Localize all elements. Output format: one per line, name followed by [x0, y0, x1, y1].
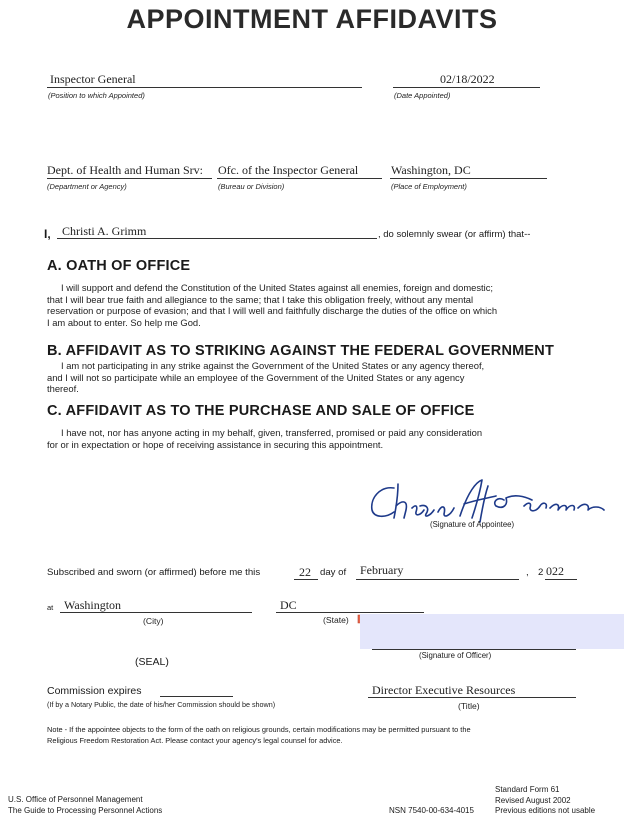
section-b-line: thereof. [47, 383, 79, 395]
department-line [47, 178, 212, 179]
seal-label: (SEAL) [135, 656, 169, 668]
sworn-month-value[interactable]: February [360, 563, 404, 577]
sworn-comma: , [526, 567, 529, 578]
sworn-day-line [294, 579, 318, 580]
section-b-heading: B. AFFIDAVIT AS TO STRIKING AGAINST THE FEDERAL GOVERNMENT [47, 343, 555, 359]
bureau-caption: (Bureau or Division) [218, 182, 285, 191]
state-value[interactable]: DC [280, 598, 297, 612]
place-line [390, 178, 547, 179]
city-line [60, 612, 252, 613]
sworn-day-value[interactable]: 22 [299, 565, 311, 579]
sworn-month-line [356, 579, 519, 580]
section-a-text [47, 282, 592, 328]
commission-line[interactable] [160, 696, 233, 697]
footer-form: Standard Form 61 [495, 785, 560, 794]
sworn-prefix: Subscribed and sworn (or affirmed) before me this [47, 567, 261, 578]
date-appointed-caption: (Date Appointed) [394, 91, 451, 100]
footer-previous: Previous editions not usable [495, 806, 596, 815]
state-caption: (State) [323, 615, 349, 625]
sworn-year-value[interactable]: 022 [546, 564, 564, 578]
city-value[interactable]: Washington [64, 598, 122, 612]
footer-guide: The Guide to Processing Personnel Actions [8, 805, 163, 815]
bureau-line [217, 178, 382, 179]
section-c-line: for or in expectation or hope of receiving assistance in securing this appointment. [47, 438, 384, 450]
officer-signature-caption: (Signature of Officer) [419, 651, 492, 660]
date-appointed-value[interactable]: 02/18/2022 [440, 72, 495, 86]
section-b-line: and I will not so participate while an employee of the Government of the United States or any agency [47, 371, 465, 383]
section-b-text [47, 360, 592, 395]
redacted-area [360, 614, 624, 649]
footer-revised: Revised August 2002 [495, 795, 571, 805]
appointee-name[interactable]: Christi A. Grimm [62, 224, 147, 238]
position-value[interactable]: Inspector General [50, 72, 136, 86]
section-a-line: I am about to enter. So help me God. [47, 316, 201, 328]
city-caption: (City) [143, 616, 164, 626]
section-c-line: I have not, nor has anyone acting in my behalf, given, transferred, promised or paid any consideration [61, 427, 483, 438]
section-c-text [47, 427, 592, 450]
section-c-heading: C. AFFIDAVIT AS TO THE PURCHASE AND SALE OF OFFICE [47, 403, 475, 419]
section-a-line: I will support and defend the Constitution of the United States against all enemies, foreign and domestic; [61, 282, 494, 293]
officer-title-line [368, 697, 576, 698]
religious-note-line: Note - If the appointee objects to the form of the oath on religious grounds, certain modifications may be permitted pursuant to the [47, 725, 471, 734]
state-line [276, 612, 424, 613]
sworn-day-label: day of [320, 567, 347, 578]
appointee-signature-caption: (Signature of Appointee) [430, 520, 515, 529]
position-line [47, 87, 362, 88]
swear-prefix: I, [44, 227, 51, 241]
footer-opm: U.S. Office of Personnel Management [8, 795, 143, 804]
religious-note-line: Religious Freedom Restoration Act. Please contact your agency's legal counsel for advice. [47, 736, 343, 745]
section-b-line: I am not participating in any strike against the Government of the United States or any agency thereof, [61, 360, 485, 371]
place-value[interactable]: Washington, DC [391, 163, 471, 177]
date-appointed-line [393, 87, 540, 88]
officer-title-value[interactable]: Director Executive Resources [372, 683, 516, 697]
commission-note: (If by a Notary Public, the date of his/her Commission should be shown) [47, 700, 276, 709]
at-label: at [47, 603, 54, 612]
sworn-year-prefix: 2 [538, 567, 544, 578]
appointee-name-line [57, 238, 377, 239]
section-a-line: reservation or purpose of evasion; and that I will well and faithfully discharge the duties of the office on which [47, 305, 498, 317]
section-a-heading: A. OATH OF OFFICE [47, 258, 191, 274]
sworn-year-line [545, 579, 577, 580]
religious-note [47, 724, 471, 746]
department-value[interactable]: Dept. of Health and Human Srv: [47, 163, 203, 177]
commission-label: Commission expires [47, 685, 142, 697]
form-title: APPOINTMENT AFFIDAVITS [126, 4, 498, 34]
position-caption: (Position to which Appointed) [48, 91, 145, 100]
swear-suffix: , do solemnly swear (or affirm) that-- [378, 229, 531, 240]
bureau-value[interactable]: Ofc. of the Inspector General [218, 163, 359, 177]
officer-title-caption: (Title) [458, 701, 480, 711]
section-a-line: that I will bear true faith and allegiance to the same; that I take this obligation freely, without any mental [47, 293, 474, 305]
footer-nsn: NSN 7540-00-634-4015 [389, 806, 474, 815]
department-caption: (Department or Agency) [47, 182, 127, 191]
footer-left [8, 795, 162, 816]
place-caption: (Place of Employment) [391, 182, 467, 191]
officer-signature-line [372, 649, 576, 650]
footer-right [495, 785, 595, 817]
